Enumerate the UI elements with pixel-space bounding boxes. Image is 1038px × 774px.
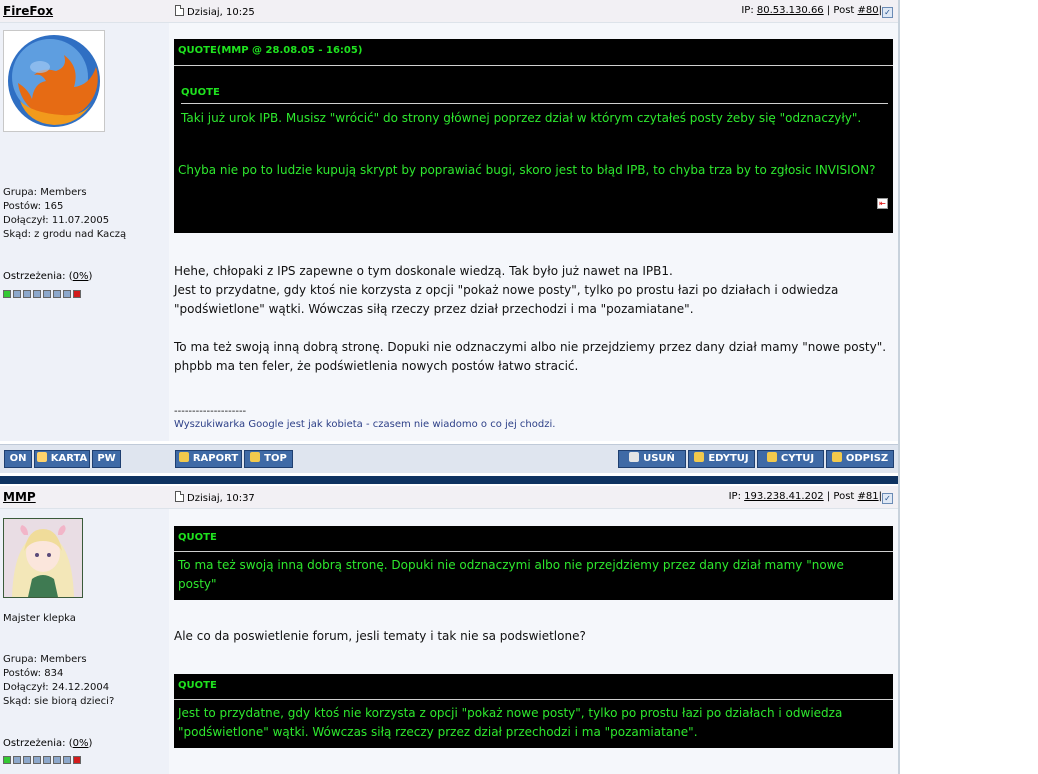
post-number-link[interactable]: #81 — [857, 491, 879, 502]
quote-button[interactable] — [757, 450, 824, 468]
post-line: Jest to przydatne, gdy ktoś nie korzysta z opcji "pokaż nowe posty", tylko po prostu łazi po działach i odwiedza — [174, 283, 839, 297]
post-meta — [729, 491, 893, 504]
post-line: To ma też swoją inną dobrą stronę. Dopuki nie odznaczymi albo nie przejdziemy przez dany dział mamy "nowe posty". — [174, 340, 887, 354]
post-header — [0, 486, 898, 509]
profile-card-label: KARTA — [50, 453, 88, 464]
arrow-up-icon — [250, 452, 260, 462]
warning-segment — [53, 290, 61, 298]
anime-girl-avatar-icon — [4, 519, 82, 597]
ip-link[interactable]: 193.238.41.202 — [744, 491, 824, 502]
warning-end: ) — [88, 738, 93, 749]
warning-value[interactable]: 0% — [72, 271, 89, 282]
quote-content — [174, 700, 893, 748]
author-post-count: Postów: 834 — [3, 668, 64, 679]
post-separator: | — [878, 491, 882, 502]
warning-bar — [3, 288, 83, 296]
post-text: Ale co da poswietlenie forum, jesli tematy i tak nie sa podswietlone? — [174, 629, 586, 643]
quote-header — [174, 674, 893, 699]
exclamation-icon — [179, 452, 189, 462]
online-label: ON — [9, 453, 27, 464]
author-post-count: Postów: 165 — [3, 201, 64, 212]
plus-icon — [767, 452, 777, 462]
author-joined: Dołączył: 24.12.2004 — [3, 682, 110, 693]
warning-segment — [63, 290, 71, 298]
warning-max-icon — [73, 756, 81, 764]
back-arrow-icon[interactable]: ⇤ — [877, 198, 888, 209]
author-group: Grupa: Members — [3, 654, 87, 665]
author-name[interactable]: MMP — [3, 490, 36, 504]
delete-x-icon — [629, 452, 639, 462]
quote-header — [174, 526, 893, 551]
quote-header-text: QUOTE — [178, 680, 217, 691]
post-label: | Post — [826, 5, 858, 16]
quote-label: CYTUJ — [780, 453, 815, 464]
page-icon — [175, 5, 184, 16]
author-info — [3, 653, 114, 709]
warning-min-icon — [3, 290, 11, 298]
post-header — [0, 0, 898, 23]
post-date-text: Dzisiaj, 10:37 — [187, 493, 255, 504]
signature-text: Wyszukiwarka Google jest jak kobieta - czasem nie wiadomo o co jej chodzi. — [174, 419, 556, 430]
ip-label: IP: — [728, 491, 745, 502]
inner-quote-text: Taki już urok IPB. Musisz "wrócić" do strony głównej poprzez dział w którym czytałeś posty żeby się "odznaczyły". — [181, 111, 862, 125]
delete-button[interactable] — [618, 450, 686, 468]
select-post-checkbox[interactable]: ✓ — [882, 7, 893, 18]
ip-link[interactable]: 80.53.130.66 — [756, 5, 824, 16]
author-location: Skąd: sie biorą dzieci? — [3, 696, 115, 707]
author-rank: Majster klepka — [3, 613, 76, 624]
author-name[interactable]: FireFox — [3, 4, 54, 18]
post-text — [174, 262, 894, 376]
post-label: | Post — [826, 491, 858, 502]
report-label: RAPORT — [192, 453, 239, 464]
inner-quote-divider — [181, 103, 888, 104]
post — [0, 486, 898, 774]
author-avatar — [3, 518, 83, 598]
warning-label — [3, 271, 92, 282]
private-message-label: PW — [97, 453, 116, 464]
quote-header-text: QUOTE — [178, 532, 217, 543]
post-number-link[interactable]: #80 — [857, 5, 879, 16]
warning-segment — [53, 756, 61, 764]
post-actions-bar — [0, 444, 898, 473]
inner-quote-header: QUOTE — [181, 87, 220, 98]
signature-separator: -------------------- — [174, 406, 247, 417]
warning-segment — [63, 756, 71, 764]
quote-text: Chyba nie po to ludzie kupują skrypt by poprawiać bugi, skoro jest to błąd IPB, to chyba trza by to zgłosic INVISION? — [178, 163, 876, 177]
post-meta — [741, 5, 893, 18]
quote-header-text: QUOTE(MMP @ 28.08.05 - 16:05) — [178, 45, 363, 56]
warning-segment — [43, 756, 51, 764]
quote-content — [174, 66, 893, 233]
post-line: Hehe, chłopaki z IPS zapewne o tym doskonale wiedzą. Tak było już nawet na IPB1. — [174, 264, 673, 278]
post-separator: | — [878, 5, 882, 16]
report-button[interactable] — [175, 450, 242, 468]
select-post-checkbox[interactable]: ✓ — [882, 493, 893, 504]
warning-bar — [3, 754, 83, 762]
author-joined: Dołączył: 11.07.2005 — [3, 215, 110, 226]
warning-label — [3, 738, 92, 749]
edit-button[interactable] — [688, 450, 755, 468]
reply-button[interactable] — [826, 450, 894, 468]
reply-label: ODPISZ — [845, 453, 889, 464]
post-line: phpbb ma ten feler, że podświetlenia nowych postów łatwo stracić. — [174, 359, 579, 373]
private-message-button[interactable] — [92, 450, 121, 468]
warning-text: Ostrzeżenia: ( — [3, 271, 73, 282]
window-edge — [898, 0, 900, 774]
author-group: Grupa: Members — [3, 187, 87, 198]
top-button[interactable] — [244, 450, 293, 468]
firefox-logo-icon — [4, 31, 104, 131]
warning-end: ) — [88, 271, 93, 282]
ip-label: IP: — [741, 5, 757, 16]
author-avatar — [3, 30, 105, 132]
warning-segment — [23, 756, 31, 764]
signature — [174, 406, 555, 430]
warning-segment — [33, 290, 41, 298]
quote-text: Jest to przydatne, gdy ktoś nie korzysta z opcji "pokaż nowe posty", tylko po prostu łazi po działach i odwiedza "podświetlone" wątki. Wówczas siłą rzeczy przez dział przechodzi i ma "pozamiatane". — [178, 706, 843, 739]
quote-content — [174, 552, 893, 600]
quote-header — [174, 39, 893, 65]
page-icon — [175, 491, 184, 502]
post-date — [175, 491, 255, 504]
delete-label: USUŃ — [643, 453, 675, 464]
quote-marks-icon — [832, 452, 842, 462]
online-button[interactable] — [4, 450, 32, 468]
post-date — [175, 5, 255, 18]
plus-icon — [694, 452, 704, 462]
warning-text: Ostrzeżenia: ( — [3, 738, 73, 749]
warning-min-icon — [3, 756, 11, 764]
warning-value[interactable]: 0% — [72, 738, 89, 749]
top-label: TOP — [264, 453, 287, 464]
warning-max-icon — [73, 290, 81, 298]
author-info — [3, 186, 126, 242]
quote-text: To ma też swoją inną dobrą stronę. Dopuki nie odznaczymi albo nie przejdziemy przez dany dział mamy "nowe posty" — [178, 558, 844, 591]
warning-segment — [23, 290, 31, 298]
warning-segment — [33, 756, 41, 764]
warning-segment — [43, 290, 51, 298]
warning-segment — [13, 756, 21, 764]
post-date-text: Dzisiaj, 10:25 — [187, 7, 255, 18]
author-location: Skąd: z grodu nad Kaczą — [3, 229, 127, 240]
user-icon — [37, 452, 47, 462]
post-line: "podświetlone" wątki. Wówczas siłą rzeczy przez dział przechodzi i ma "pozamiatane". — [174, 302, 694, 316]
edit-label: EDYTUJ — [708, 453, 749, 464]
warning-segment — [13, 290, 21, 298]
profile-card-button[interactable] — [34, 450, 90, 468]
post-divider — [0, 476, 898, 484]
